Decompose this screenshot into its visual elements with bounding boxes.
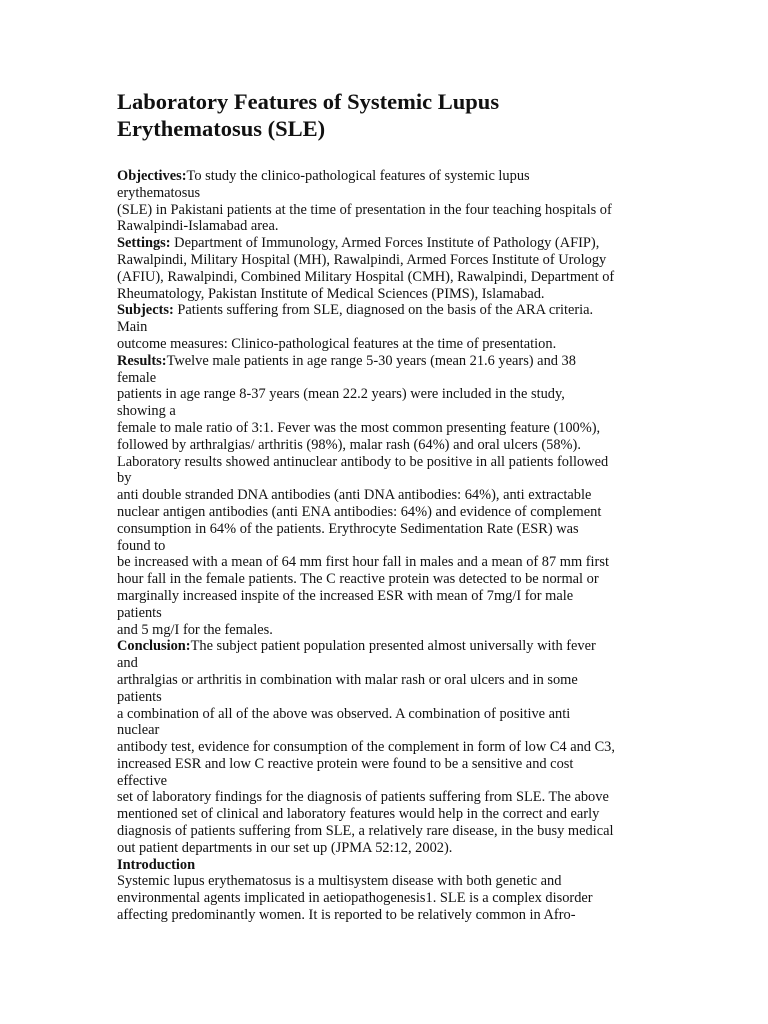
- text-line: [117, 789, 662, 806]
- text-line: [117, 538, 662, 555]
- text-line: [117, 454, 662, 471]
- line-text: Department of Immunology, Armed Forces Institute of Pathology (AFIP),: [170, 235, 600, 252]
- line-text: marginally increased inspite of the increased ESR with mean of 7mg/I for male: [117, 587, 574, 604]
- text-line: [117, 319, 662, 336]
- line-text: (SLE) in Pakistani patients at the time of presentation in the four teaching hospitals of: [117, 201, 612, 218]
- section-label: Settings:: [117, 235, 171, 252]
- section-label: Subjects:: [117, 302, 174, 319]
- line-text: effective: [117, 772, 168, 789]
- line-text: affecting predominantly women. It is reported to be relatively common in Afro-: [117, 907, 576, 924]
- text-line: [117, 521, 662, 538]
- line-text: Main: [117, 319, 148, 336]
- text-line: [117, 302, 662, 319]
- line-text: by: [117, 470, 132, 487]
- line-text: mentioned set of clinical and laboratory features would help in the correct and early: [117, 806, 600, 823]
- line-text: patients in age range 8-37 years (mean 22.2 years) were included in the study,: [117, 386, 565, 403]
- line-text: nuclear antigen antibodies (anti ENA antibodies: 64%) and evidence of complement: [117, 503, 602, 520]
- document-title: [117, 88, 677, 142]
- text-line: [117, 202, 662, 219]
- line-text: erythematosus: [117, 184, 201, 201]
- line-text: out patient departments in our set up (JPMA 52:12, 2002).: [117, 839, 453, 856]
- text-line: [117, 722, 662, 739]
- text-line: [117, 286, 662, 303]
- text-line: [117, 622, 662, 639]
- text-line: [117, 840, 662, 857]
- text-line: [117, 185, 662, 202]
- line-text: female: [117, 369, 157, 386]
- line-text: patients: [117, 688, 162, 705]
- text-line: [117, 638, 662, 655]
- line-text: a combination of all of the above was observed. A combination of positive anti: [117, 705, 571, 722]
- line-text: and: [117, 655, 138, 672]
- text-line: [117, 857, 662, 874]
- text-line: [117, 756, 662, 773]
- section-label: Results:: [117, 352, 167, 369]
- line-text: hour fall in the female patients. The C reactive protein was detected to be normal or: [117, 571, 599, 588]
- text-line: [117, 907, 662, 924]
- line-text: consumption in 64% of the patients. Erythrocyte Sedimentation Rate (ESR) was: [117, 520, 579, 537]
- line-text: antibody test, evidence for consumption of the complement in form of low C4 and C3,: [117, 739, 615, 756]
- line-text: increased ESR and low C reactive protein were found to be a sensitive and cost: [117, 755, 574, 772]
- text-line: [117, 487, 662, 504]
- text-line: [117, 470, 662, 487]
- line-text: Rawalpindi-Islamabad area.: [117, 218, 279, 235]
- text-line: [117, 806, 662, 823]
- text-line: [117, 218, 662, 235]
- line-text: showing a: [117, 403, 176, 420]
- text-line: [117, 823, 662, 840]
- line-text: be increased with a mean of 64 mm first hour fall in males and a mean of 87 mm first: [117, 554, 609, 571]
- line-text: The subject patient population presented almost universally with fever: [190, 638, 596, 655]
- line-text: patients: [117, 604, 162, 621]
- line-text: (AFIU), Rawalpindi, Combined Military Hospital (CMH), Rawalpindi, Department of: [117, 268, 615, 285]
- line-text: environmental agents implicated in aetiopathogenesis1. SLE is a complex disorder: [117, 890, 593, 907]
- text-line: [117, 739, 662, 756]
- line-text: Patients suffering from SLE, diagnosed on the basis of the ARA criteria.: [173, 302, 594, 319]
- line-text: To study the clinico-pathological features of systemic lupus: [186, 168, 530, 184]
- text-line: [117, 437, 662, 454]
- line-text: set of laboratory findings for the diagnosis of patients suffering from SLE. The above: [117, 789, 609, 806]
- line-text: arthralgias or arthritis in combination with malar rash or oral ulcers and in some: [117, 671, 578, 688]
- section-label: Introduction: [117, 856, 196, 873]
- text-line: [117, 420, 662, 437]
- line-text: Rheumatology, Pakistan Institute of Medical Sciences (PIMS), Islamabad.: [117, 285, 545, 302]
- abstract-body: [117, 168, 662, 924]
- line-text: diagnosis of patients suffering from SLE, a relatively rare disease, in the busy medical: [117, 823, 614, 840]
- section-label: Conclusion:: [117, 638, 191, 655]
- line-text: found to: [117, 537, 166, 554]
- text-line: [117, 706, 662, 723]
- text-line: [117, 403, 662, 420]
- text-line: [117, 252, 662, 269]
- title-line: Laboratory Features of Systemic Lupus: [117, 89, 500, 114]
- text-line: [117, 873, 662, 890]
- text-line: [117, 235, 662, 252]
- text-line: [117, 571, 662, 588]
- text-line: [117, 655, 662, 672]
- text-line: [117, 336, 662, 353]
- text-line: [117, 269, 662, 286]
- text-line: [117, 504, 662, 521]
- line-text: followed by arthralgias/ arthritis (98%), malar rash (64%) and oral ulcers (58%).: [117, 436, 581, 453]
- text-line: [117, 588, 662, 605]
- line-text: and 5 mg/I for the females.: [117, 621, 273, 638]
- line-text: Systemic lupus erythematosus is a multisystem disease with both genetic and: [117, 873, 562, 890]
- text-line: [117, 605, 662, 622]
- text-line: [117, 370, 662, 387]
- line-text: female to male ratio of 3:1. Fever was the most common presenting feature (100%),: [117, 419, 601, 436]
- text-line: [117, 672, 662, 689]
- line-text: nuclear: [117, 722, 160, 739]
- title-line: Erythematosus (SLE): [117, 116, 326, 141]
- section-label: Objectives:: [117, 168, 187, 184]
- text-line: [117, 168, 662, 185]
- text-line: [117, 386, 662, 403]
- line-text: Twelve male patients in age range 5-30 years (mean 21.6 years) and 38: [166, 352, 576, 369]
- line-text: Rawalpindi, Military Hospital (MH), Rawalpindi, Armed Forces Institute of Urology: [117, 251, 607, 268]
- line-text: Laboratory results showed antinuclear antibody to be positive in all patients followed: [117, 453, 609, 470]
- text-line: [117, 353, 662, 370]
- line-text: anti double stranded DNA antibodies (anti DNA antibodies: 64%), anti extractable: [117, 487, 592, 504]
- text-line: [117, 773, 662, 790]
- text-line: [117, 890, 662, 907]
- text-line: [117, 689, 662, 706]
- line-text: outcome measures: Clinico-pathological features at the time of presentation.: [117, 335, 557, 352]
- text-line: [117, 554, 662, 571]
